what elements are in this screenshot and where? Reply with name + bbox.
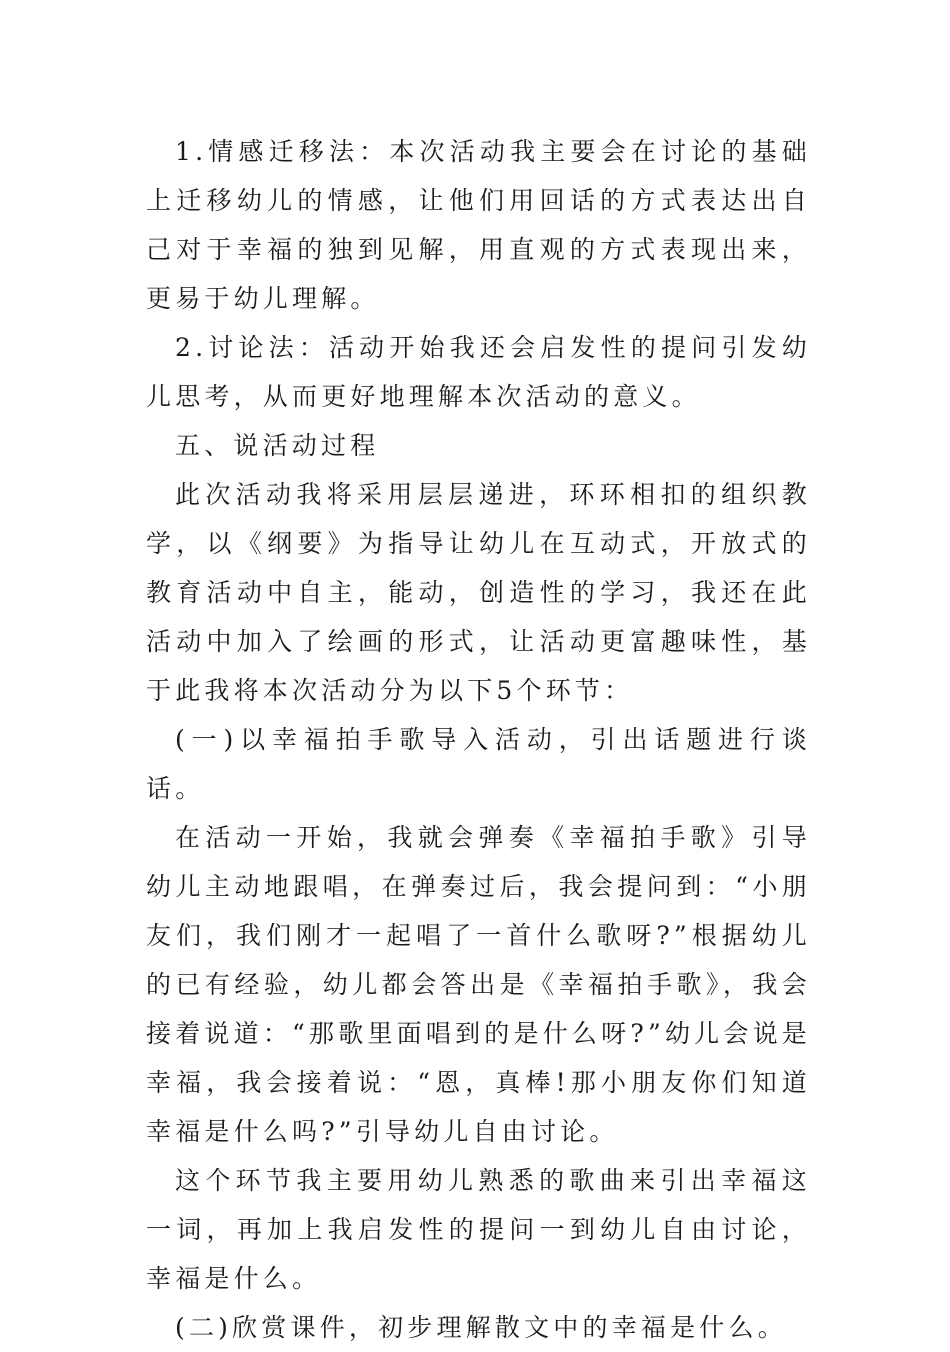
paragraph-activity-overview: 此次活动我将采用层层递进，环环相扣的组织教学，以《纲要》为指导让幼儿在互动式，开放式的教育活动中自主，能动，创造性的学习，我还在此活动中加入了绘画的形式，让活动更富趣味性，基于此我将本次活动分为以下5个环节： bbox=[146, 480, 811, 705]
section-heading-activity-process: 五、说活动过程 bbox=[175, 431, 380, 460]
document-body bbox=[146, 127, 811, 1352]
subheading-step-one: (一)以幸福拍手歌导入活动，引出话题进行谈话。 bbox=[146, 725, 811, 803]
paragraph-method-emotion-transfer: 1.情感迁移法：本次活动我主要会在讨论的基础上迁移幼儿的情感，让他们用回话的方式表达出自己对于幸福的独到见解，用直观的方式表现出来，更易于幼儿理解。 bbox=[146, 137, 811, 313]
paragraph-step-one-detail: 在活动一开始，我就会弹奏《幸福拍手歌》引导幼儿主动地跟唱，在弹奏过后，我会提问到：“小朋友们，我们刚才一起唱了一首什么歌呀?”根据幼儿的已有经验，幼儿都会答出是《幸福拍手歌》，我会接着说道：“那歌里面唱到的是什么呀?”幼儿会说是幸福，我会接着说：“恩，真棒!那小朋友你们知道幸福是什么吗?”引导幼儿自由讨论。 bbox=[146, 823, 811, 1146]
subheading-step-two: (二)欣赏课件，初步理解散文中的幸福是什么。 bbox=[175, 1313, 787, 1342]
paragraph-step-one-summary: 这个环节我主要用幼儿熟悉的歌曲来引出幸福这一词，再加上我启发性的提问一到幼儿自由讨论，幸福是什么。 bbox=[146, 1166, 811, 1293]
paragraph-method-discussion: 2.讨论法：活动开始我还会启发性的提问引发幼儿思考，从而更好地理解本次活动的意义。 bbox=[146, 333, 811, 411]
